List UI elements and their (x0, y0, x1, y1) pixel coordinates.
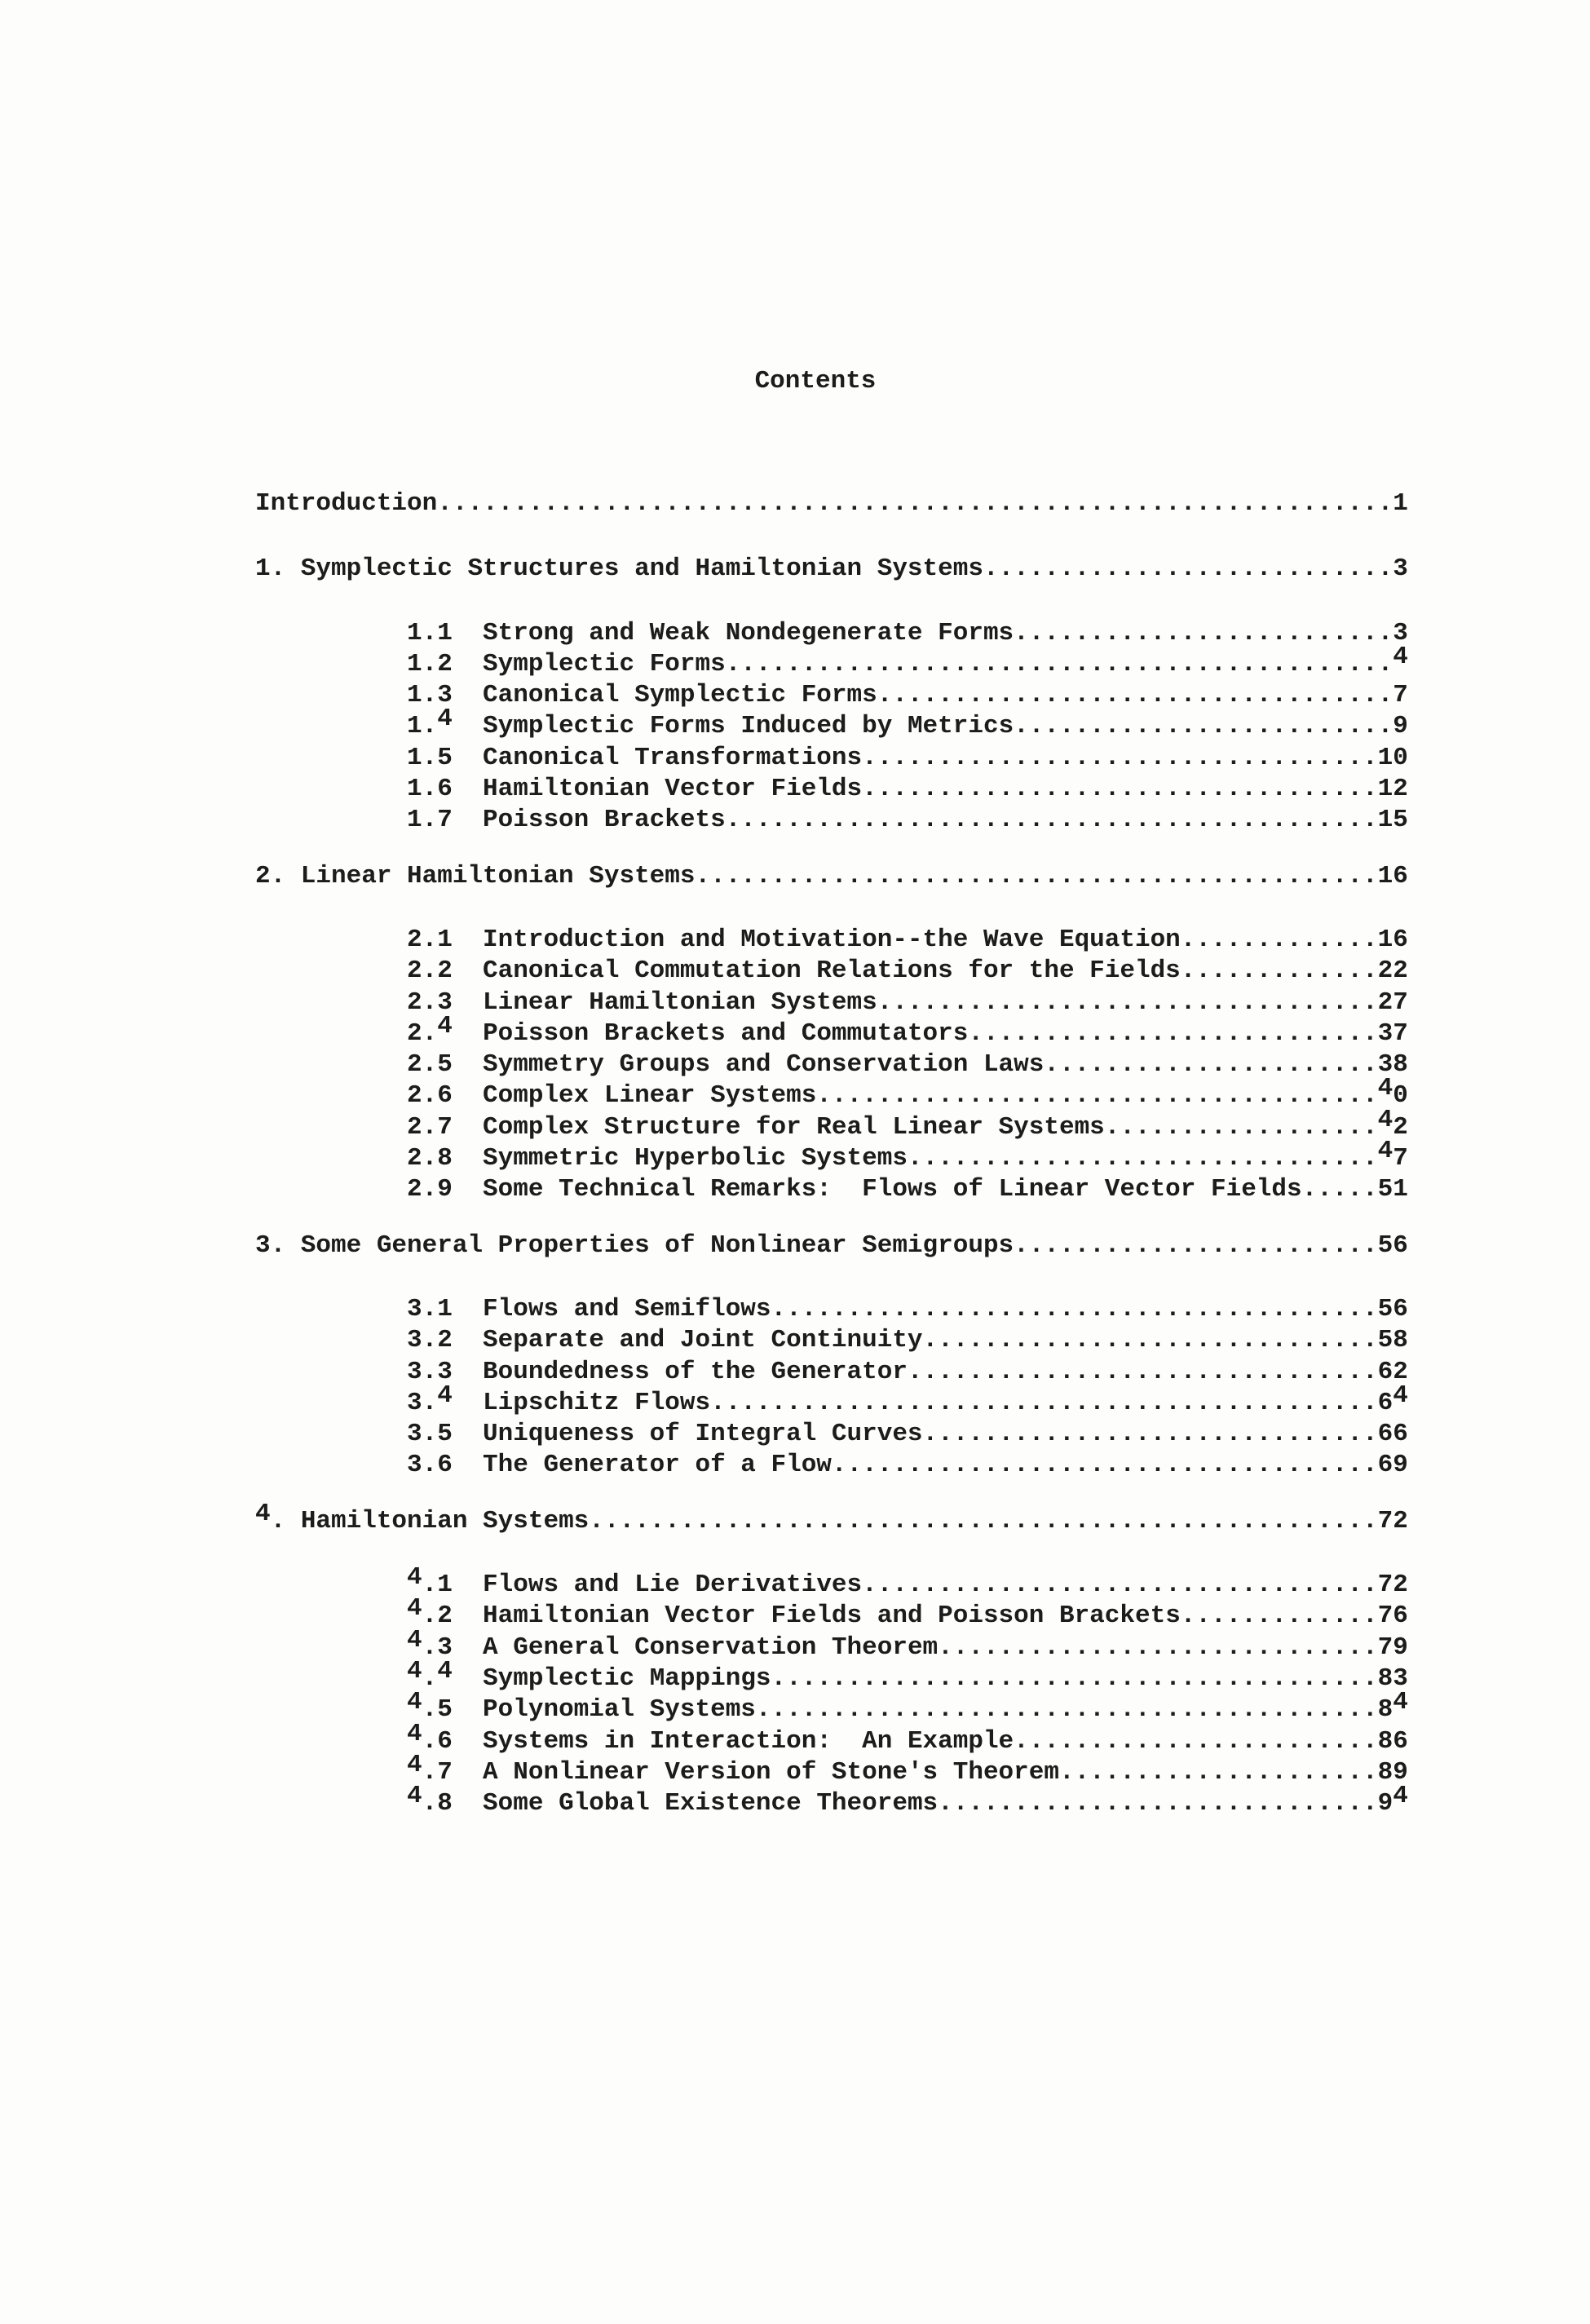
toc-section-line: 1.2 Symplectic Forms............................................4 (255, 642, 1408, 678)
toc-section-line: 2.4 Poisson Brackets and Commutators...........................37 (255, 1011, 1408, 1048)
raised-four-glyph: 4 (437, 1011, 453, 1040)
toc-chapter-heading: 4. Hamiltonian Systems....................................................72 (255, 1499, 1408, 1535)
toc-chapter-heading: 1. Symplectic Structures and Hamiltonian Systems...........................3 (255, 554, 1408, 584)
raised-four-glyph: 4 (1393, 642, 1408, 671)
toc-section-line: 3.2 Separate and Joint Continuity..............................58 (255, 1326, 1408, 1355)
toc-section-line: 2.9 Some Technical Remarks: Flows of Linear Vector Fields.....51 (255, 1175, 1408, 1204)
raised-four-glyph: 4 (407, 1750, 422, 1779)
toc-section-line: 1.1 Strong and Weak Nondegenerate Forms.........................3 (255, 618, 1408, 647)
raised-four-glyph: 4 (407, 1688, 422, 1717)
toc-section-line: 3.3 Boundedness of the Generator...............................62 (255, 1357, 1408, 1386)
raised-four-glyph: 4 (407, 1656, 422, 1686)
toc-section-line: 1.3 Canonical Symplectic Forms..................................7 (255, 681, 1408, 710)
toc-chapter-heading: 3. Some General Properties of Nonlinear Semigroups........................56 (255, 1230, 1408, 1260)
toc-section-line: 1.4 Symplectic Forms Induced by Metrics.........................9 (255, 705, 1408, 741)
toc-section-line: 2.6 Complex Linear Systems.....................................40 (255, 1074, 1408, 1111)
toc-section-line: 4.7 A Nonlinear Version of Stone's Theorem.....................89 (407, 1750, 1408, 1787)
raised-four-glyph: 4 (1377, 1105, 1393, 1134)
toc-section-line: 2.8 Symmetric Hyperbolic Systems...............................47 (255, 1137, 1408, 1173)
raised-four-glyph: 4 (1377, 1137, 1393, 1166)
toc-section-line: 4.8 Some Global Existence Theorems.............................94 (407, 1782, 1408, 1818)
raised-four-glyph: 4 (437, 1656, 453, 1686)
toc-section-line: 4.1 Flows and Lie Derivatives..................................72 (407, 1563, 1408, 1600)
toc-section-line: 4.5 Polynomial Systems.........................................84 (407, 1688, 1408, 1725)
toc-section-line: 2.3 Linear Hamiltonian Systems.................................27 (255, 987, 1408, 1017)
toc-section-line: 4.2 Hamiltonian Vector Fields and Poisson Brackets.............76 (407, 1594, 1408, 1631)
toc-section-line: 3.1 Flows and Semiflows........................................56 (255, 1294, 1408, 1323)
raised-four-glyph: 4 (1377, 1074, 1393, 1103)
toc-section-line: 1.7 Poisson Brackets...........................................15 (255, 806, 1408, 835)
raised-four-glyph: 4 (407, 1782, 422, 1811)
toc-section-line: 2.2 Canonical Commutation Relations for the Fields.............22 (255, 957, 1408, 986)
raised-four-glyph: 4 (437, 705, 453, 734)
toc-section-line: 3.5 Uniqueness of Integral Curves..............................66 (255, 1420, 1408, 1449)
page-title: Contents (754, 367, 877, 395)
toc-section-line: 4.4 Symplectic Mappings........................................83 (407, 1656, 1408, 1693)
raised-four-glyph: 4 (437, 1381, 453, 1410)
toc-section-line: 2.5 Symmetry Groups and Conservation Laws......................38 (255, 1050, 1408, 1080)
raised-four-glyph: 4 (1393, 1381, 1408, 1410)
toc (255, 488, 1408, 1819)
toc-entry-introduction: Introduction...............................................................1 (255, 489, 1408, 518)
raised-four-glyph: 4 (255, 1499, 271, 1528)
toc-section-line: 3.6 The Generator of a Flow....................................69 (255, 1451, 1408, 1480)
toc-section-line: 4.3 A General Conservation Theorem.............................79 (407, 1625, 1408, 1662)
toc-section-line: 4.6 Systems in Interaction: An Example........................86 (407, 1719, 1408, 1756)
raised-four-glyph: 4 (407, 1719, 422, 1748)
toc-section-line: 2.1 Introduction and Motivation--the Wave Equation.............16 (255, 925, 1408, 954)
toc-section-line: 1.6 Hamiltonian Vector Fields..................................12 (255, 775, 1408, 804)
raised-four-glyph: 4 (407, 1563, 422, 1593)
toc-chapter-heading: 2. Linear Hamiltonian Systems.............................................16 (255, 861, 1408, 890)
toc-section-line: 2.7 Complex Structure for Real Linear Systems..................42 (255, 1105, 1408, 1142)
raised-four-glyph: 4 (1393, 1782, 1408, 1811)
raised-four-glyph: 4 (407, 1625, 422, 1655)
toc-section-line: 1.5 Canonical Transformations..................................10 (255, 743, 1408, 772)
raised-four-glyph: 4 (1393, 1688, 1408, 1717)
raised-four-glyph: 4 (407, 1594, 422, 1624)
toc-section-line: 3.4 Lipschitz Flows............................................64 (255, 1381, 1408, 1417)
